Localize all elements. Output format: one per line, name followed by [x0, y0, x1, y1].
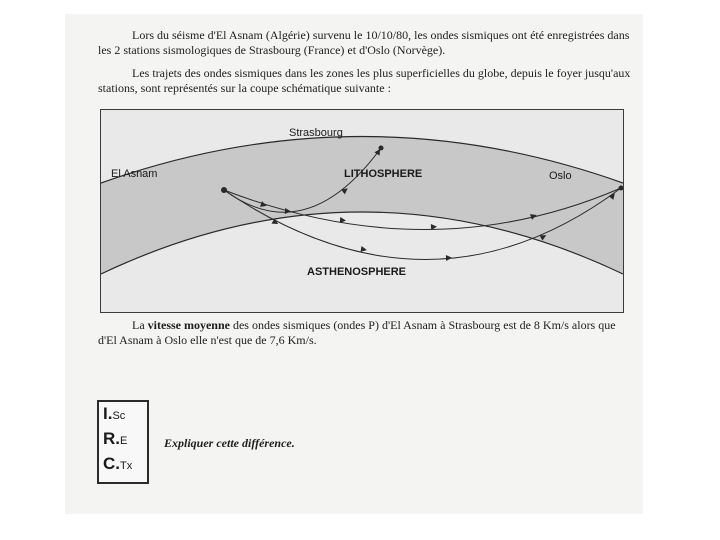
label-oslo: Oslo	[549, 170, 572, 182]
label-strasbourg: Strasbourg	[289, 127, 343, 139]
badge-line-3-big: C.	[103, 454, 120, 473]
badge-line-2-big: R.	[103, 429, 120, 448]
intro-paragraph-2-text: Les trajets des ondes sismiques dans les zones les plus superficielles du globe, depuis le foyer jusqu'aux stations, sont représentés sur la coupe schématique suivante :	[98, 66, 631, 95]
cross-section-diagram	[101, 110, 623, 312]
badge-line-2	[103, 429, 127, 449]
badge-line-3	[103, 454, 132, 474]
intro-paragraph-1-text: Lors du séisme d'El Asnam (Algérie) survenu le 10/10/80, les ondes sismiques ont été enregistrées dans les 2 stations sismologiques de Strasbourg (France) et d'Oslo (Norvège).	[98, 28, 630, 57]
station-marker-strasbourg	[379, 146, 384, 151]
arrow-deep-3	[446, 255, 452, 261]
lithosphere-band	[101, 137, 623, 275]
focus-marker-el-asnam	[221, 187, 227, 193]
label-el-asnam: El Asnam	[111, 168, 158, 180]
label-lithosphere: LITHOSPHERE	[344, 168, 423, 180]
document-page	[65, 14, 643, 514]
question-text: Expliquer cette différence.	[164, 436, 295, 450]
badge-line-2-small: E	[120, 435, 128, 447]
badge-line-3-small: Tx	[120, 460, 133, 472]
speed-paragraph-end: des ondes sismiques (ondes P) d'El Asnam à Strasbourg est de 8 Km/s alors que d'El Asnam à Oslo elle n'est que de 7,6 Km/s.	[98, 318, 616, 347]
intro-paragraph-2	[98, 66, 633, 96]
seismic-cross-section-figure	[100, 109, 624, 313]
speed-paragraph	[98, 318, 633, 348]
speed-paragraph-start: La	[132, 318, 148, 332]
badge-line-1	[103, 404, 125, 424]
intro-paragraph-1	[98, 28, 633, 58]
badge-line-1-small: Sc	[112, 410, 126, 422]
speed-paragraph-bold: vitesse moyenne	[147, 318, 230, 332]
badge-line-1-big: I.	[103, 404, 113, 423]
label-asthenosphere: ASTHENOSPHERE	[307, 266, 407, 278]
irect-badge	[97, 400, 149, 484]
